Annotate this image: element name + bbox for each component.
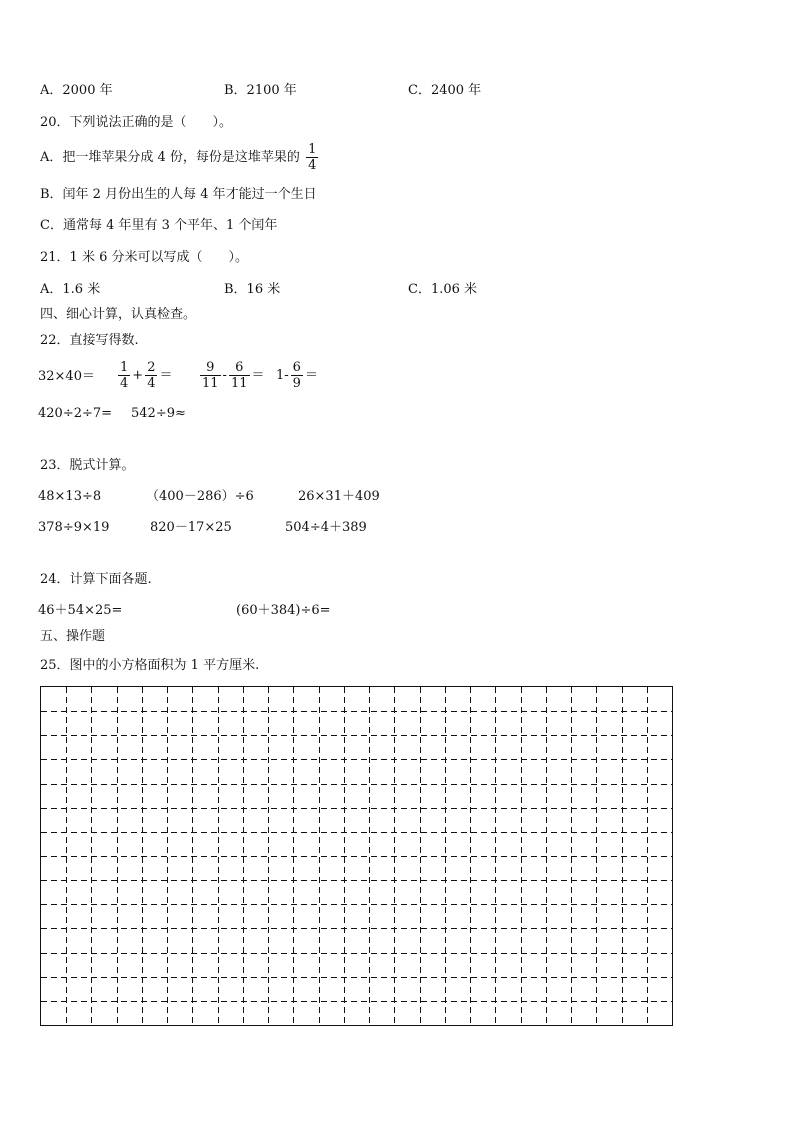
q23-stem: 23．脱式计算。: [40, 458, 135, 473]
equals-sign: ＝: [304, 368, 318, 383]
section-5-heading: 五、操作题: [40, 629, 106, 644]
q21-stem: 21．1 米 6 分米可以写成（ ）。: [40, 250, 248, 265]
q24-expr-2: (60＋384)÷6=: [236, 603, 331, 618]
fraction-denominator: 4: [147, 376, 156, 391]
q22-expr-4: [276, 356, 318, 396]
q23-expr-5: 820－17×25: [150, 520, 232, 535]
equals-sign: ＝: [159, 368, 173, 383]
q22-expr-6: 542÷9≈: [131, 406, 186, 421]
q23-expr-1: 48×13÷8: [38, 489, 102, 504]
q22-expr-2: [116, 356, 172, 396]
fraction-denominator: 11: [230, 376, 248, 391]
q23-expr-4: 378÷9×19: [38, 520, 110, 535]
q24-stem: 24．计算下面各题.: [40, 572, 152, 587]
q20-option-a-text: A．把一堆苹果分成 4 份，每份是这堆苹果的: [40, 150, 300, 165]
fraction-numerator: 9: [206, 360, 215, 375]
fraction-numerator: 6: [292, 360, 301, 375]
q20-option-a-fraction: [306, 142, 318, 173]
q22-expr-5: 420÷2÷7=: [38, 406, 113, 421]
q19-option-c: C．2400 年: [408, 83, 482, 98]
q20-option-a: [40, 140, 320, 176]
operand: 1-: [276, 368, 289, 383]
fraction: [291, 360, 303, 391]
q23-expr-6: 504÷4＋389: [285, 520, 367, 535]
section-4-heading: 四、细心计算，认真检查。: [40, 307, 197, 322]
fraction: [200, 360, 221, 391]
grid-lines: [41, 687, 672, 1025]
operator: +: [132, 368, 144, 383]
fraction-numerator: 2: [147, 360, 156, 375]
q25-stem: 25．图中的小方格面积为 1 平方厘米.: [40, 658, 260, 673]
q23-expr-3: 26×31＋409: [298, 489, 380, 504]
fraction-numerator: 1: [120, 360, 129, 375]
fraction-denominator: 9: [292, 376, 301, 391]
q19-option-b: B．2100 年: [224, 83, 297, 98]
square-grid: [40, 686, 673, 1026]
q21-option-c: C．1.06 米: [408, 282, 478, 297]
fraction-numerator: 1: [308, 142, 317, 157]
fraction-numerator: 6: [235, 360, 244, 375]
equals-sign: ＝: [251, 368, 265, 383]
q21-option-b: B．16 米: [224, 282, 281, 297]
q20-stem: 20．下列说法正确的是（ ）。: [40, 115, 233, 130]
fraction: [118, 360, 130, 391]
fraction-denominator: 4: [120, 376, 129, 391]
q23-expr-2: （400－286）÷6: [146, 489, 254, 504]
fraction: [229, 360, 250, 391]
q22-stem: 22．直接写得数.: [40, 333, 139, 348]
q19-option-a: A．2000 年: [40, 83, 113, 98]
q22-expr-1: 32×40＝: [38, 369, 95, 384]
fraction: [145, 360, 157, 391]
q24-expr-1: 46＋54×25=: [38, 603, 123, 618]
fraction-denominator: 11: [202, 376, 219, 391]
q20-option-b: B．闰年 2 月份出生的人每 4 年才能过一个生日: [40, 187, 317, 202]
q22-expr-3: [198, 356, 265, 396]
q20-option-c: C．通常每 4 年里有 3 个平年、1 个闰年: [40, 218, 278, 233]
fraction-denominator: 4: [308, 158, 317, 173]
operator: -: [222, 368, 227, 383]
q21-option-a: A．1.6 米: [40, 282, 101, 297]
